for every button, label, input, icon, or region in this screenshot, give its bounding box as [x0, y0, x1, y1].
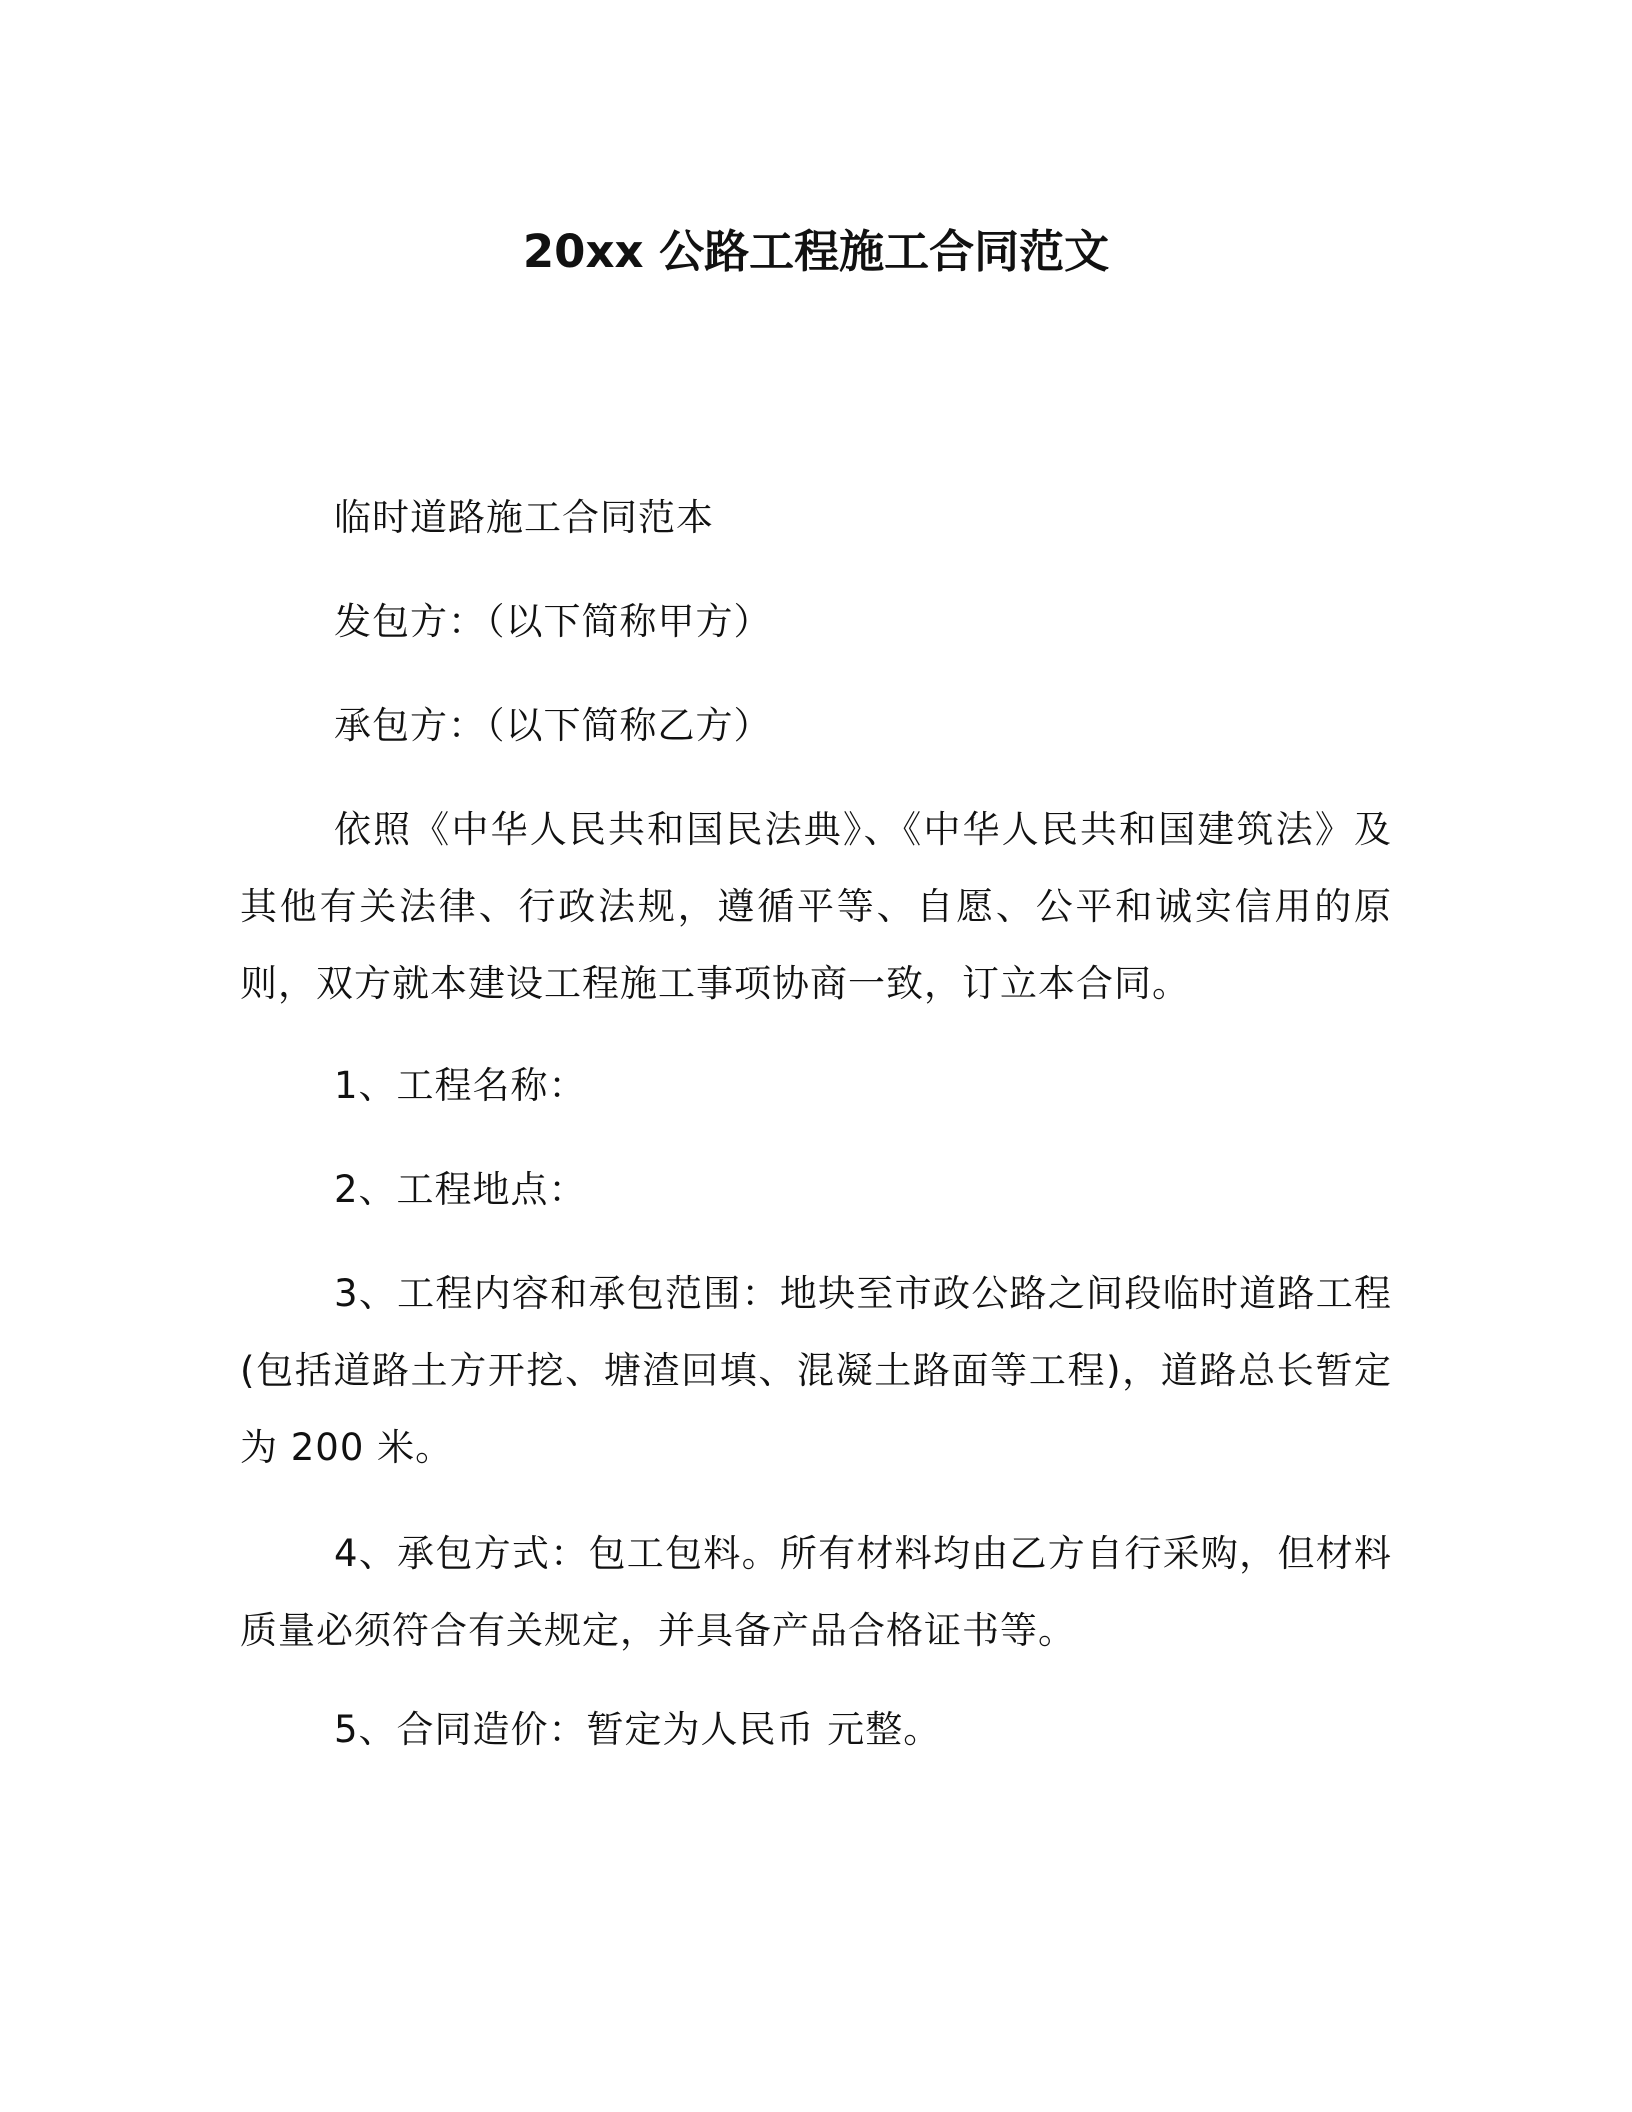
document-title: 20xx 公路工程施工合同范文	[522, 225, 1110, 278]
clause-5: 5、合同造价：暂定为人民币 元整。	[334, 1708, 942, 1751]
party-b-line: 承包方：（以下简称乙方）	[334, 704, 772, 747]
clause-4-block	[240, 1515, 1392, 1669]
intro-paragraph: 依照《中华人民共和国民法典》、《中华人民共和国建筑法》及其他有关法律、行政法规，遵循平等、自愿、公平和诚实信用的原则，双方就本建设工程施工事项协商一致，订立本合同。	[240, 808, 1392, 1005]
clause-3: 3、工程内容和承包范围：地块至市政公路之间段临时道路工程(包括道路土方开挖、塘渣回填、混凝土路面等工程)，道路总长暂定为 200 米。	[240, 1272, 1392, 1469]
clause-1: 1、工程名称：	[334, 1064, 587, 1107]
intro-paragraph-block	[240, 791, 1392, 1022]
party-a-line: 发包方：（以下简称甲方）	[334, 600, 772, 643]
clause-3-block	[240, 1255, 1392, 1486]
clause-2: 2、工程地点：	[334, 1168, 587, 1211]
contract-subtitle: 临时道路施工合同范本	[334, 496, 714, 539]
clause-4: 4、承包方式：包工包料。所有材料均由乙方自行采购，但材料质量必须符合有关规定，并具备产品合格证书等。	[240, 1532, 1392, 1652]
